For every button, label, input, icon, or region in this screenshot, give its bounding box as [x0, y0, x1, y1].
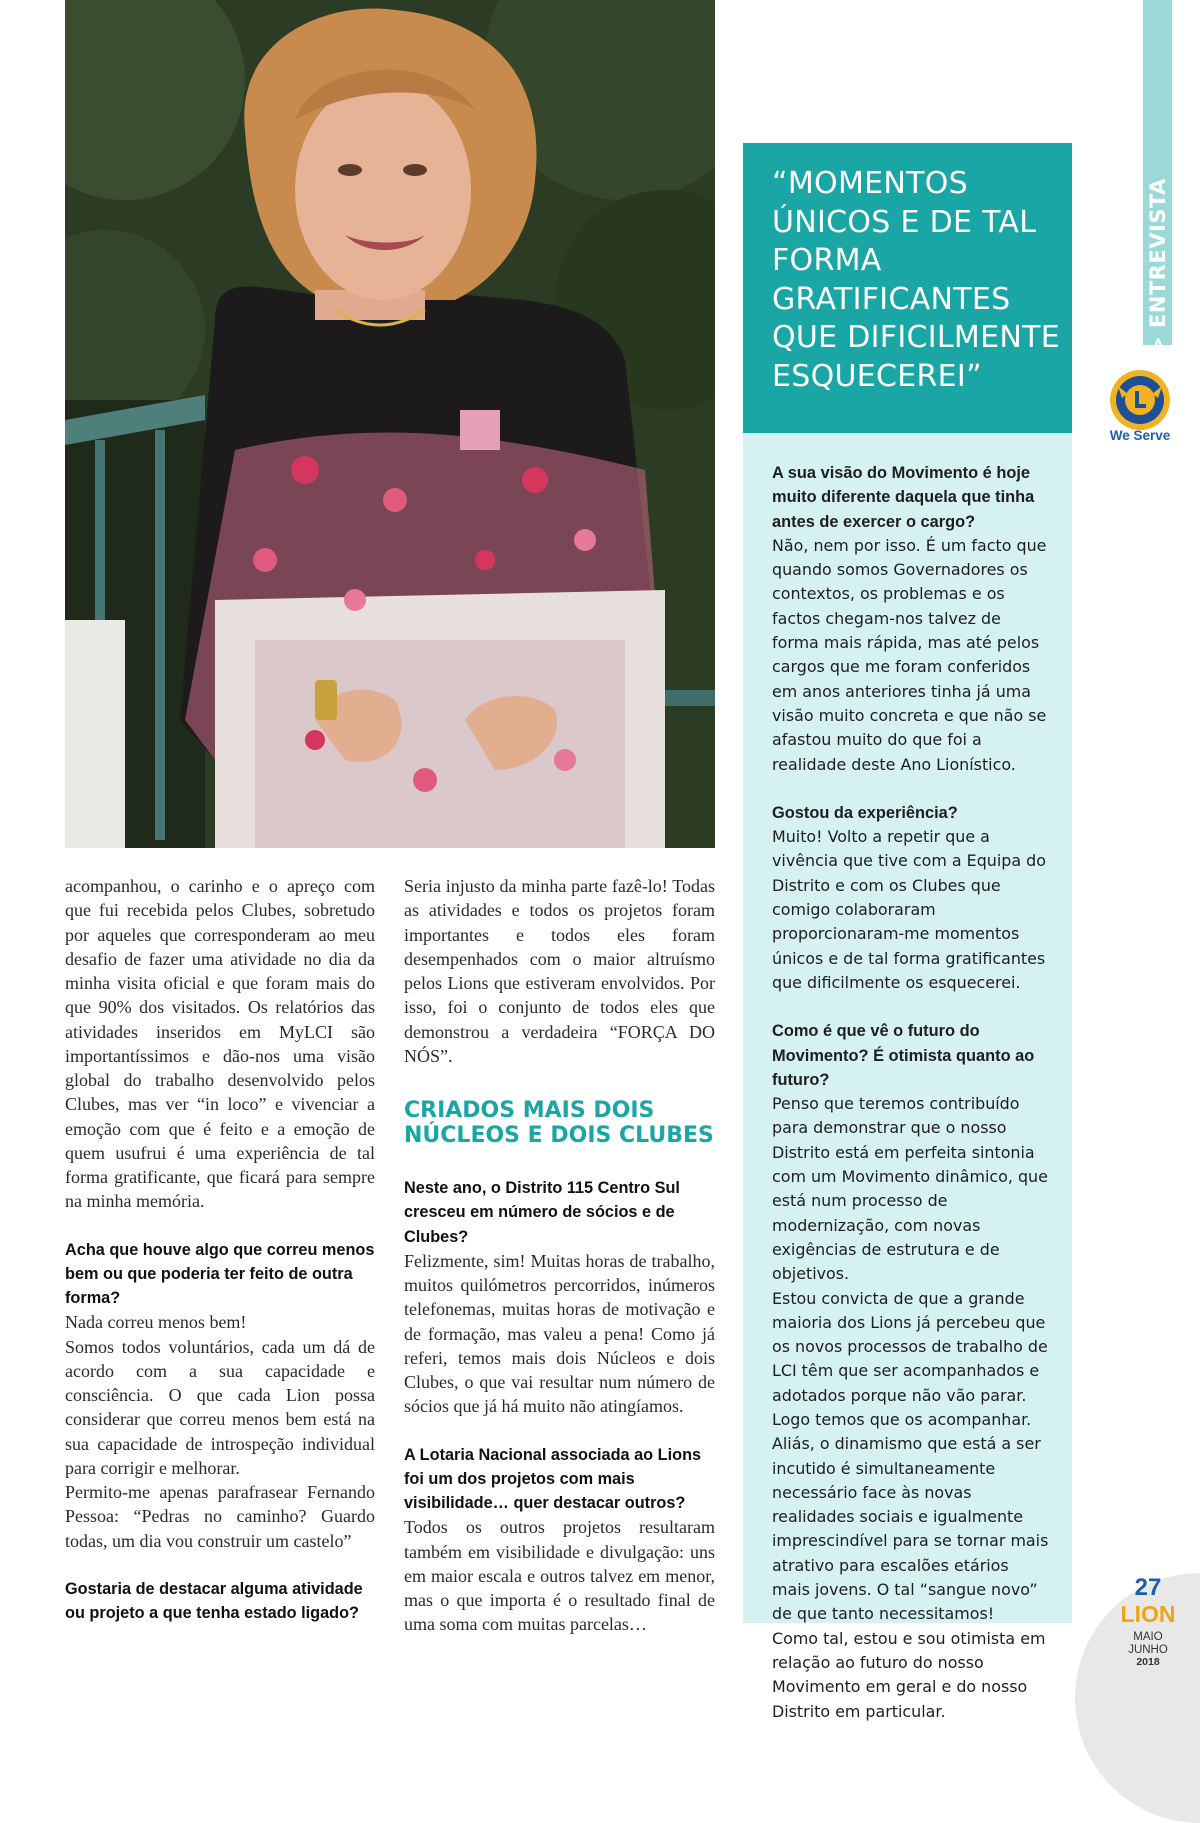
body-paragraph: acompanhou, o carinho e o apreço com que fui recebida pelos Clubes, sobretudo por aqueles que corresponderam ao meu desafio de fazer uma atividade no dia da minha visita oficial e que foram mais do que 90% dos visitados. Os relatórios das atividades inseridos em MyLCI são importantíssimos e dão-nos uma visão global do trabalho desenvolvido pelos Clubes, mas ver “in loco” e vivenciar a emoção com que é feito e a emoção de quem usufrui é uma experiência de tal forma gratificante, que ficará para sempre na minha memória.: [65, 876, 375, 1212]
pull-quote: “MOMENTOS ÚNICOS E DE TAL FORMA GRATIFICANTES QUE DIFICILMENTE ESQUECEREI”: [772, 166, 1060, 394]
issue-month-1: MAIO: [1133, 1631, 1163, 1643]
answer-paragraph: Penso que teremos contribuído para demonstrar que o nosso Distrito está em perfeita sintonia com um Movimento dinâmico, que está num processo de modernização, com novas exigências de estrutura e de objetivos.: [772, 1094, 1048, 1284]
article-column-2: [404, 874, 715, 1637]
magazine-name: LION: [1120, 1601, 1176, 1627]
question: A Lotaria Nacional associada ao Lions foi um dos projetos com mais visibilidade… quer destacar outros?: [404, 1445, 702, 1512]
question: Neste ano, o Distrito 115 Centro Sul cresceu em número de sócios e de Clubes?: [404, 1179, 680, 1246]
question: Gostaria de destacar alguma atividade ou projeto a que tenha estado ligado?: [65, 1579, 363, 1622]
issue-year: 2018: [1136, 1656, 1160, 1668]
body-paragraph: Todos os outros projetos resultaram também em visibilidade e divulgação: uns em maior escala e outros talvez em menor, mas o que importa é o resultado final de uma soma com muitas parcelas…: [404, 1517, 715, 1635]
answer-paragraph: Muito! Volto a repetir que a vivência que tive com a Equipa do Distrito e com os Clubes que comigo colaboraram proporcionaram-me momentos únicos e de tal forma gratificantes que dificilmente os esquecerei.: [772, 827, 1046, 992]
lions-international-emblem-icon: [1108, 368, 1172, 434]
question: Acha que houve algo que correu menos bem ou que poderia ter feito de outra forma?: [65, 1240, 375, 1307]
portrait-illustration: [65, 0, 715, 848]
body-paragraph: Permito-me apenas parafrasear Fernando Pessoa: “Pedras no caminho? Guardo todas, um dia vou construir um castelo”: [65, 1482, 375, 1551]
body-paragraph: Nada correu menos bem!: [65, 1312, 247, 1333]
section-tab-label: > ENTREVISTA: [1146, 178, 1170, 354]
portrait-photo: [65, 0, 715, 848]
section-subheading: CRIADOS MAIS DOIS NÚCLEOS E DOIS CLUBES: [404, 1098, 714, 1148]
answer-paragraph: Estou convicta de que a grande maioria dos Lions já percebeu que os novos processos de trabalho de LCI têm que ser acompanhados e adotados porque não vão parar. Logo temos que os acompanhar.: [772, 1288, 1048, 1429]
question: Como é que vê o futuro do Movimento? É otimista quanto ao futuro?: [772, 1022, 1035, 1089]
issue-month-2: JUNHO: [1128, 1643, 1168, 1656]
answer-paragraph: Não, nem por isso. É um facto que quando somos Governadores os contextos, os problemas e os factos chegam-nos talvez de forma mais rápida, mas até pelos cargos que me foram conferidos em anos anteriores tinha já uma visão muito concreta e que não se afastou muito do que foi a realidade deste Ano Lionístico.: [772, 535, 1047, 774]
section-tab: [1144, 178, 1172, 354]
body-paragraph: Seria injusto da minha parte fazê-lo! Todas as atividades e todos os projetos foram importantes e todos eles foram desempenhados com o maior altruísmo pelos Lions que estiveram envolvidos. Por isso, foi o conjunto de todos eles que demonstrou a verdadeira “FORÇA DO NÓS”.: [404, 876, 715, 1066]
issue-date: [1108, 1631, 1188, 1669]
article-column-1: [65, 874, 375, 1625]
logo-slogan: We Serve: [1109, 428, 1171, 443]
page-number: 27: [1134, 1574, 1162, 1601]
answer-paragraph: Aliás, o dinamismo que está a ser incutido é simultaneamente necessário face às novas realidades sociais e igualmente imprescindível para se tornar mais atrativo para escalões etários mais jovens. O tal “sangue novo” de que tanto necessitamos!: [772, 1434, 1049, 1624]
lions-logo: [1108, 368, 1172, 434]
body-paragraph: Somos todos voluntários, cada um dá de acordo com a sua capacidade e consciência. O que cada Lion possa considerar que correu menos bem está na sua capacidade de introspeção individual para corrigir e melhorar.: [65, 1336, 375, 1478]
question: A sua visão do Movimento é hoje muito diferente daquela que tinha antes de exercer o cargo?: [772, 464, 1035, 531]
question: Gostou da experiência?: [772, 803, 958, 822]
side-column-text: [772, 461, 1049, 1724]
pull-quote-box: [743, 143, 1072, 433]
interview-side-column: [743, 433, 1072, 1721]
body-paragraph: Felizmente, sim! Muitas horas de trabalho, muitos quilómetros percorridos, inúmeros telefonemas, muitas horas de motivação e de formação, mas valeu a pena! Como já referi, temos mais dois Núcleos e dois Clubes, o que vai resultar num número de sócios que já há muito não atingíamos.: [404, 1250, 715, 1417]
answer-paragraph: Como tal, estou e sou otimista em relação ao futuro do nosso Movimento em geral e do nosso Distrito em particular.: [772, 1628, 1046, 1721]
